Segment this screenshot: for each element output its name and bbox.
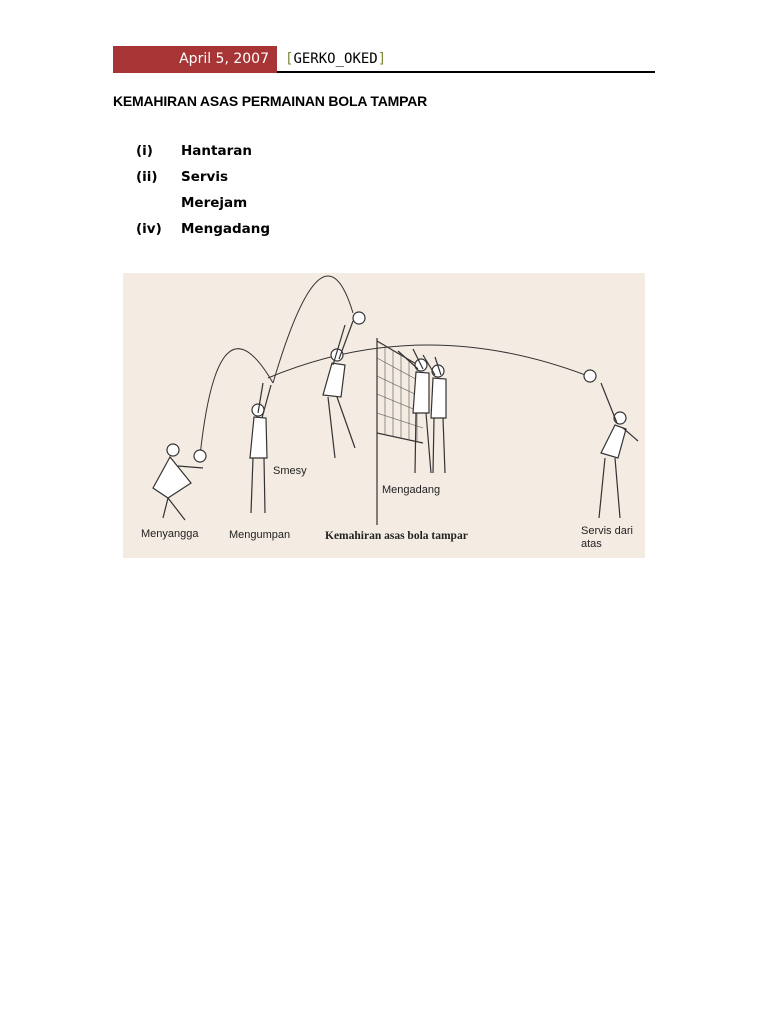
list-item bbox=[136, 221, 436, 247]
header-rule bbox=[277, 71, 655, 73]
skill-list bbox=[136, 143, 436, 247]
page-header bbox=[113, 46, 655, 74]
list-item bbox=[136, 169, 436, 195]
figure-label-servis: Servis dari atas bbox=[581, 525, 633, 550]
list-item-label: Hantaran bbox=[181, 143, 252, 159]
list-item bbox=[136, 143, 436, 169]
figure-label-menyangga: Menyangga bbox=[141, 528, 199, 540]
document-heading: KEMAHIRAN ASAS PERMAINAN BOLA TAMPAR bbox=[113, 93, 428, 109]
figure-label-mengumpan: Mengumpan bbox=[229, 529, 291, 541]
title-text: GERKO_OKED bbox=[293, 51, 378, 67]
document-title bbox=[285, 46, 386, 73]
list-item-label: Merejam bbox=[181, 195, 248, 211]
figure-label-mengadang: Mengadang bbox=[382, 484, 441, 496]
list-item-number: (iv) bbox=[136, 221, 162, 237]
figure-caption: Kemahiran asas bola tampar bbox=[325, 530, 468, 542]
volleyball-skills-figure bbox=[123, 273, 645, 558]
list-item-number: (ii) bbox=[136, 169, 158, 185]
title-bracket-open: [ bbox=[285, 51, 294, 67]
list-item-number: (i) bbox=[136, 143, 153, 159]
list-item-label: Mengadang bbox=[181, 221, 271, 237]
volleyball-illustration bbox=[123, 273, 645, 558]
post-date: April 5, 2007 bbox=[113, 46, 277, 73]
list-item bbox=[136, 195, 436, 221]
ball bbox=[353, 312, 365, 324]
ball bbox=[194, 450, 206, 462]
list-item-label: Servis bbox=[181, 169, 228, 185]
ball bbox=[584, 370, 596, 382]
figure-label-smesy: Smesy bbox=[273, 465, 307, 477]
title-bracket-close: ] bbox=[377, 51, 387, 67]
